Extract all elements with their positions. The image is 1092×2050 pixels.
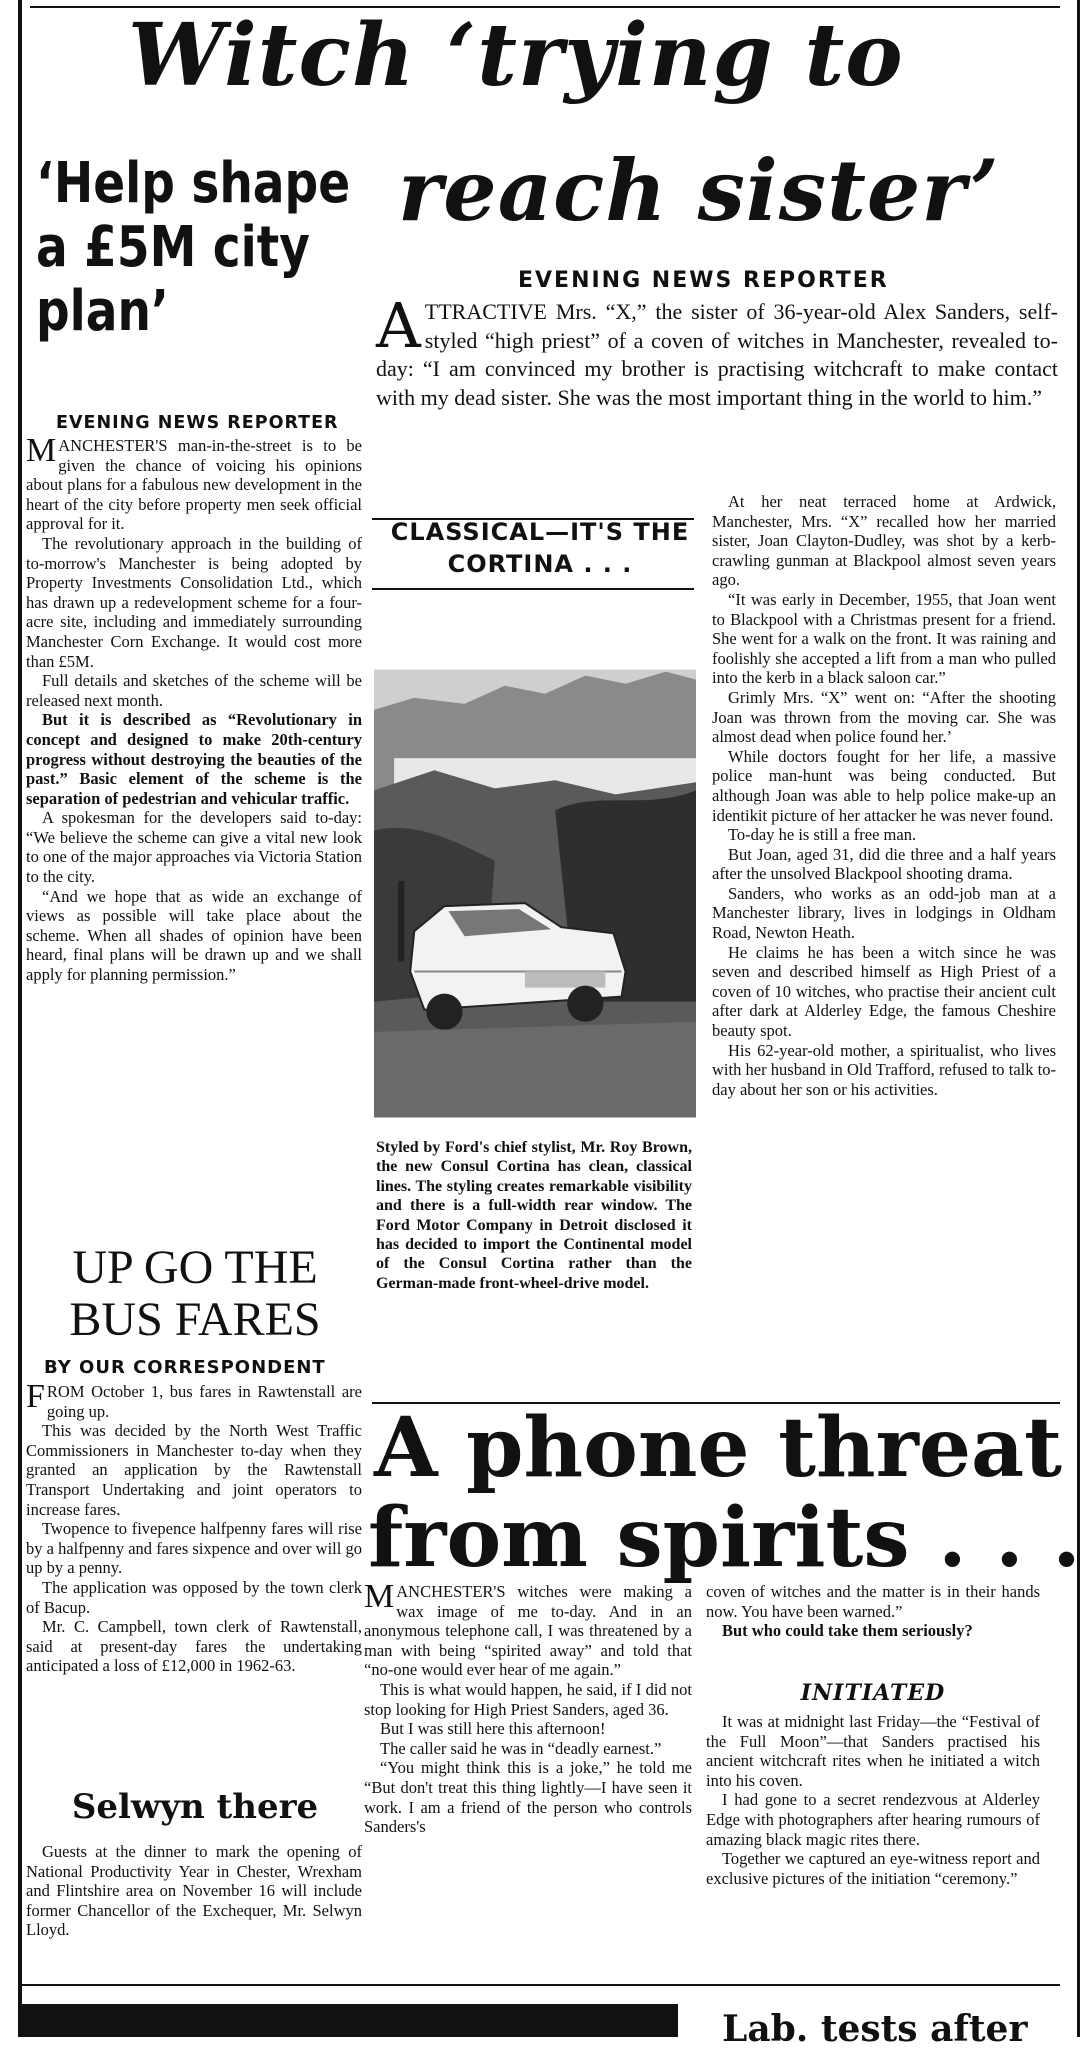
main-headline-line1: Witch ‘trying to [128, 5, 904, 106]
main-story-para: “It was early in December, 1955, that Joan went to Blackpool with a Christmas present for a friend. She went for a walk on the front. It was raining and foolishly she accepted a lift from a man who pulled into the kerb in a black saloon car.” [712, 589, 1056, 688]
selwyn-headline: Selwyn there [71, 1787, 319, 1827]
bus-fares-headline: UP GO THE BUS FARES [69, 1241, 321, 1346]
bus-fares-para: The application was opposed by the town clerk of Bacup. [26, 1577, 362, 1617]
right-column-rule [1077, 0, 1080, 2037]
main-story-para: Grimly Mrs. “X” went on: “After the shooting Joan was thrown from the moving car. She was almost dead when police found her.’ [712, 687, 1056, 747]
phone-threat-col2-rest [706, 1712, 1040, 1888]
phone-threat-col2 [706, 1582, 1040, 1641]
bus-fares-body [26, 1378, 362, 1676]
bus-fares-para: Mr. C. Campbell, town clerk of Rawtenstall, said at present-day fares the undertaking anticipated a loss of £12,000 in 1962-63. [26, 1617, 362, 1676]
phone-threat-para: It was at midnight last Friday—the “Festival of the Full Moon”—that Sanders practised his ancient witchcraft rites when he initiated a witch into his coven. [706, 1712, 1040, 1790]
footer-rule [22, 1984, 1060, 1986]
city-plan-dropcap: M [26, 432, 57, 469]
phone-threat-para: This is what would happen, he said, if I did not stop looking for High Priest Sanders, aged 36. [364, 1679, 692, 1719]
city-plan-byline: EVENING NEWS REPORTER [56, 413, 339, 433]
cortina-mid-rule [372, 588, 694, 590]
phone-threat-para: Together we captured an eye-witness report and exclusive pictures of the initiation “ceremony.” [706, 1849, 1040, 1888]
city-plan-para: But it is described as “Revolutionary in concept and designed to make 20th-century progress without destroying the beauties of the past.” Basic element of the scheme is the separation of pedestrian and vehicular traffic. [26, 710, 362, 808]
footer-headline-fragment: Lab. tests after [722, 2008, 1028, 2050]
advertisement-fragment [22, 2004, 678, 2037]
car-photo-icon [374, 666, 696, 1121]
cortina-headline: CLASSICAL—IT'S THE CORTINA . . . [390, 518, 690, 578]
initiated-subhead: INITIATED [800, 1680, 946, 1706]
main-story-para: Sanders, who works as an odd-job man at a Manchester library, lives in lodgings in Oldham Road, Newton Heath. [712, 883, 1056, 943]
left-column-rule [18, 0, 22, 2037]
main-byline: EVENING NEWS REPORTER [518, 268, 889, 293]
main-story-para: His 62-year-old mother, a spiritualist, who lives with her husband in Old Trafford, refused to talk to-day about her son or his activities. [712, 1040, 1056, 1099]
selwyn-para: Guests at the dinner to mark the opening of National Productivity Year in Chester, Wrexham and Flintshire area on November 16 will include former Chancellor of the Exchequer, Mr. Selwyn Lloyd. [26, 1842, 362, 1940]
main-story-para: To-day he is still a free man. [728, 825, 917, 845]
main-lead-dropcap: A [376, 289, 421, 362]
phone-threat-dropcap: M [364, 1578, 395, 1615]
bus-fares-para: Twopence to fivepence halfpenny fares will rise by a halfpenny and fares sixpence and over will go up by a penny. [26, 1519, 362, 1578]
phone-threat-para: coven of witches and the matter is in their hands now. You have been warned.” [706, 1582, 1040, 1621]
city-plan-para: A spokesman for the developers said to-day: “We believe the scheme can give a vital new look to one of the major approaches via Victoria Station to the city. [26, 808, 362, 887]
main-story-para: But Joan, aged 31, did die three and a half years after the unsolved Blackpool shooting drama. [712, 844, 1056, 884]
phone-threat-headline-line1: A phone threat [374, 1400, 1063, 1496]
phone-threat-para: But I was still here this afternoon! [380, 1719, 606, 1739]
main-lead-text: TTRACTIVE Mrs. “X,” the sister of 36-year-old Alex Sanders, self-styled “high priest” of a coven of witches in Manchester, revealed to-day: “I am convinced my brother is practising witchcraft to make contact with my dead sister. She was the most important thing in the world to him.” [376, 299, 1058, 410]
bus-fares-byline: BY OUR CORRESPONDENT [44, 1357, 326, 1378]
main-story-para: At her neat terraced home at Ardwick, Manchester, Mrs. “X” recalled how her married sister, Joan Clayton-Dudley, was shot by a kerb-crawling gunman at Blackpool almost seven years ago. [712, 492, 1056, 590]
phone-threat-col1 [364, 1578, 692, 1837]
bus-fares-para: This was decided by the North West Traffic Commissioners in Manchester to-day when they granted an application by the Rawtenstall Transport Undertaking and joint operators to increase fares. [26, 1421, 362, 1519]
cortina-caption: Styled by Ford's chief stylist, Mr. Roy Brown, the new Consul Cortina has clean, classical lines. The styling creates remarkable visibility and there is a full-width rear window. The Ford Motor Company in Detroit disclosed it has decided to import the Continental model of the Consul Cortina rather than the German-made front-wheel-drive model. [376, 1139, 692, 1292]
main-headline-line2: reach sister’ [398, 141, 1000, 240]
main-story-para: While doctors fought for her life, a massive police man-hunt was being conducted. But although Joan was able to help police make-up an identikit picture of her attacker he was never found. [712, 746, 1056, 825]
city-plan-para: ANCHESTER'S man-in-the-street is to be given the chance of voicing his opinions about plans for a fabulous new development in the heart of the city before property men seek official approval for it. [26, 436, 362, 534]
phone-threat-para: The caller said he was in “deadly earnest.” [380, 1738, 662, 1758]
city-plan-headline: ‘Help shape a £5M city plan’ [36, 151, 351, 344]
city-plan-para: Full details and sketches of the scheme will be released next month. [26, 671, 362, 710]
phone-threat-headline-line2: from spirits . . . [368, 1490, 1081, 1586]
city-plan-para: The revolutionary approach in the building of to-morrow's Manchester is being adopted by Property Investments Consolidation Ltd., which has drawn up a redevelopment scheme for a four-acre site, including and immediately surrounding Manchester Corn Exchange. It would cost more than £5M. [26, 533, 362, 671]
city-plan-para: “And we hope that as wide an exchange of views as possible will take place about the scheme. When all shades of opinion have been heard, final plans will be drawn up and we shall apply for planning permission.” [26, 886, 362, 985]
bus-fares-dropcap: F [26, 1378, 45, 1415]
phone-threat-para: But who could take them seriously? [722, 1621, 973, 1641]
selwyn-body [26, 1842, 362, 1940]
phone-threat-para: I had gone to a secret rendezvous at Alderley Edge with photographers after hearing rumours of amazing black magic rites there. [706, 1790, 1040, 1849]
phone-threat-para: “You might think this is a joke,” he told me “But don't treat this thing lightly—I have seen it work. I am a friend of the person who controls Sanders's [364, 1758, 692, 1837]
main-lead [376, 289, 1058, 412]
bus-fares-para: ROM October 1, bus fares in Rawtenstall are going up. [46, 1382, 362, 1421]
city-plan-body [26, 432, 362, 985]
main-story-body [712, 492, 1056, 1099]
phone-threat-para: ANCHESTER'S witches were making a wax image of me to-day. And in an anonymous telephone call, I was threatened by a man with being “spirited away” and told that “no-one would ever hear of me again.” [364, 1582, 692, 1680]
main-story-para: He claims he has been a witch since he was seven and described himself as High Priest of a coven of 10 witches, who practise their ancient cult after dark at Alderley Edge, the famous Cheshire beauty spot. [712, 942, 1056, 1041]
